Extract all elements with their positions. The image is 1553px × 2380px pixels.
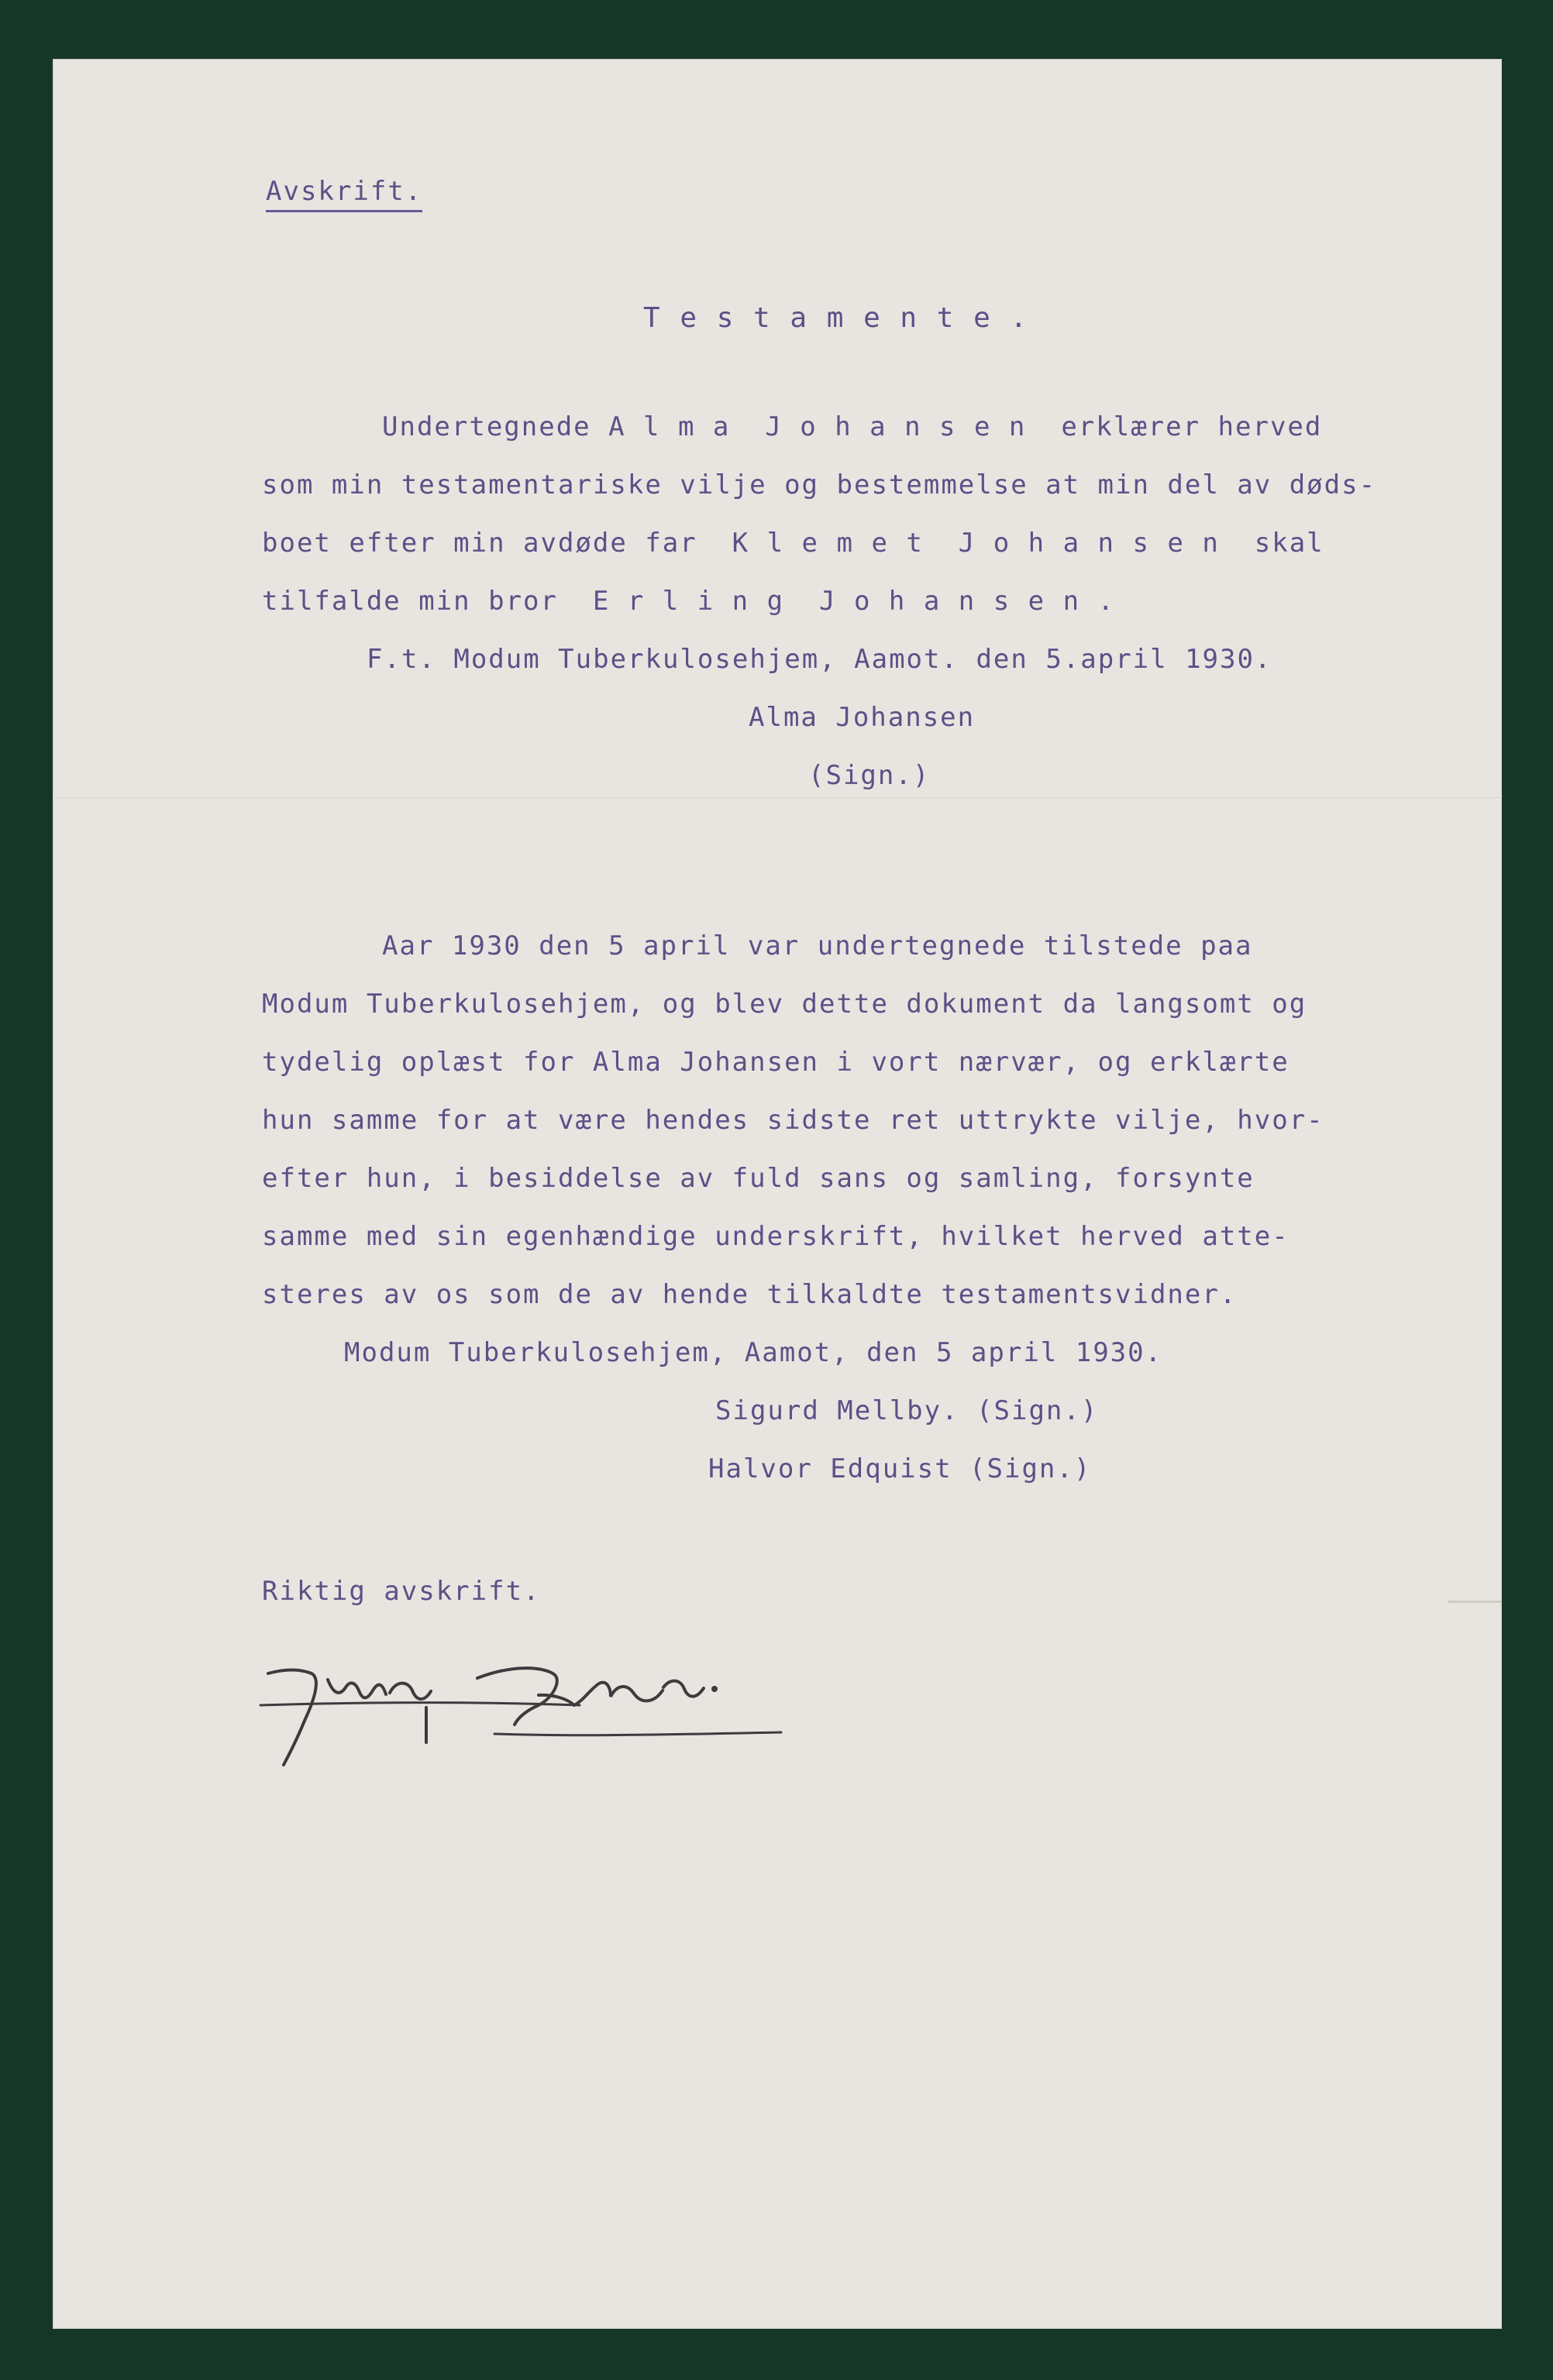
document-title: T e s t a m e n t e . — [643, 302, 1029, 334]
first-section-line-3: boet efter min avdøde far K l e m e t J o h a n s e n skal — [262, 528, 1324, 559]
certification-text: Riktig avskrift. — [262, 1576, 541, 1607]
second-section-line-4: hun samme for at være hendes sidste ret uttrykte vilje, hvor- — [262, 1105, 1324, 1136]
second-section-line-2: Modum Tuberkulosehjem, og blev dette dokument da langsomt og — [262, 989, 1307, 1020]
first-section-signature-name: Alma Johansen — [749, 702, 976, 733]
first-section-line-4: tilfalde min bror E r l i n g J o h a n s e n . — [262, 586, 1116, 617]
first-section-signature-mark: (Sign.) — [808, 760, 931, 791]
paper-sheet — [53, 59, 1502, 2329]
first-section-date-line: F.t. Modum Tuberkulosehjem, Aamot. den 5.april 1930. — [367, 644, 1272, 675]
handwritten-signature — [246, 1632, 804, 1771]
second-section-line-3: tydelig oplæst for Alma Johansen i vort nærvær, og erklærte — [262, 1047, 1290, 1078]
copy-heading: Avskrift. — [266, 176, 422, 212]
first-section-line-2: som min testamentariske vilje og bestemmelse at min del av døds- — [262, 469, 1377, 500]
witness-two-signature: Halvor Edquist (Sign.) — [708, 1453, 1092, 1484]
second-section-line-6: samme med sin egenhændige underskrift, hvilket herved atte- — [262, 1221, 1290, 1252]
paper-fold-line — [53, 795, 1502, 798]
second-section-date-line: Modum Tuberkulosehjem, Aamot, den 5 april 1930. — [344, 1337, 1163, 1368]
second-section-line-1: Aar 1930 den 5 april var undertegnede tilstede paa — [382, 930, 1253, 961]
second-section-line-5: efter hun, i besiddelse av fuld sans og samling, forsynte — [262, 1163, 1255, 1194]
witness-one-signature: Sigurd Mellby. (Sign.) — [715, 1395, 1099, 1426]
signature-ink — [246, 1632, 804, 1771]
second-section-line-7: steres av os som de av hende tilkaldte testamentsvidner. — [262, 1279, 1238, 1310]
paper-crease-mark — [1448, 1601, 1502, 1603]
first-section-line-1: Undertegnede A l m a J o h a n s e n erklærer herved — [382, 411, 1323, 442]
